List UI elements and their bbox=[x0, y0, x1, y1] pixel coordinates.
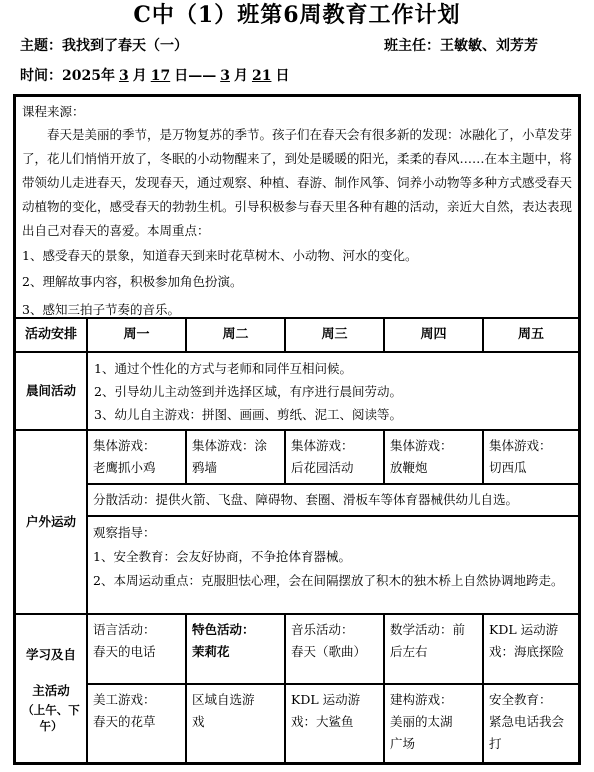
learning-tuesday-pm bbox=[186, 684, 285, 763]
time-end-month-char: 月 bbox=[233, 68, 248, 84]
morning-item-2: 2、引导幼儿主动签到并选择区域，有序进行晨间劳动。 bbox=[94, 384, 402, 399]
time-year: 2025年 bbox=[62, 68, 115, 84]
observation-title: 观察指导： bbox=[93, 525, 156, 540]
morning-activity-content bbox=[87, 352, 579, 430]
group-game-tuesday bbox=[186, 430, 285, 484]
day-tuesday: 周二 bbox=[186, 318, 285, 352]
learning-title-cont: 打 bbox=[489, 736, 502, 751]
time-line bbox=[20, 66, 289, 86]
day-thursday: 周四 bbox=[384, 318, 483, 352]
learning-monday-pm bbox=[87, 684, 186, 763]
group-game-name: 后花园活动 bbox=[291, 460, 354, 475]
group-game-name: 放鞭炮 bbox=[390, 460, 428, 475]
course-goal-1: 1、感受春天的景象，知道春天到来时花草树木、小动物、河水的变化。 bbox=[22, 248, 418, 263]
learning-title: 戏：海底探险 bbox=[489, 644, 565, 659]
time-end-day-char: 日 bbox=[275, 68, 290, 84]
learning-type: 语言活动： bbox=[93, 622, 156, 637]
group-game-monday bbox=[87, 430, 186, 484]
learning-thursday-am bbox=[384, 614, 483, 684]
learning-label-line-2: 主活动 bbox=[32, 682, 70, 698]
theme-label: 主题： bbox=[20, 38, 62, 54]
outdoor-activity-label bbox=[15, 430, 87, 614]
learning-title: 后左右 bbox=[390, 644, 428, 659]
day-wednesday: 周三 bbox=[285, 318, 384, 352]
learning-type: 特色活动： bbox=[192, 622, 255, 637]
learning-title: 戏 bbox=[192, 714, 205, 729]
learning-title: 戏：大鲨鱼 bbox=[291, 714, 354, 729]
group-game-name: 切西瓜 bbox=[489, 460, 527, 475]
group-game-name: 鸦墙 bbox=[192, 460, 218, 475]
time-end-day: 21 bbox=[251, 68, 272, 84]
time-separator: 日—— bbox=[174, 68, 217, 84]
learning-title: 美丽的太湖 bbox=[390, 714, 453, 729]
observation-item-2: 2、本周运动重点：克服胆怯心理，会在间隔摆放了积木的独木桥上自然协调地跨走。 bbox=[93, 573, 564, 588]
group-game-type: 集体游戏： bbox=[93, 438, 156, 453]
course-goal-3: 3、感知三拍子节奏的音乐。 bbox=[22, 302, 180, 317]
learning-title-cont: 广场 bbox=[390, 736, 416, 751]
group-game-thursday bbox=[384, 430, 483, 484]
learning-type: 美工游戏： bbox=[93, 692, 156, 707]
learning-monday-am bbox=[87, 614, 186, 684]
theme-value: 我找到了春天（一） bbox=[62, 38, 188, 54]
observation-item-1: 1、安全教育：会友好协商，不争抢体育器械。 bbox=[93, 549, 351, 564]
morning-label-text: 晨间活动 bbox=[25, 383, 76, 398]
learning-friday-am bbox=[483, 614, 579, 684]
group-game-type: 集体游戏： bbox=[489, 438, 552, 453]
learning-type: 音乐活动： bbox=[291, 622, 354, 637]
learning-type: 安全教育： bbox=[489, 692, 552, 707]
learning-friday-pm bbox=[483, 684, 579, 763]
teacher-label: 班主任： bbox=[384, 38, 440, 54]
learning-activity-label bbox=[15, 614, 87, 763]
time-start-day: 17 bbox=[150, 68, 171, 84]
scattered-activity-text: 分散活动：提供火箭、飞盘、障碍物、套圈、滑板车等体育器械供幼儿自选。 bbox=[93, 492, 519, 507]
course-source-paragraph: 春天是美丽的季节，是万物复苏的季节。孩子们在春天会有很多新的发现：冰融化了，小草发芽了，花儿们悄悄开放了，冬眠的小动物醒来了，到处是暖暖的阳光，柔柔的春风……在本主题中，将带领幼儿走进春天，发现春天，通过观察、种植、春游、制作风筝、饲养小动物等多种方式感受春天动植物的变化，感受春天的勃勃生机。引导积极参与春天里各种有趣的活动，亲近大自然，表达表现出自己对春天的喜爱。本周重点： bbox=[22, 127, 573, 238]
learning-wednesday-pm bbox=[285, 684, 384, 763]
group-game-type: 集体游戏：涂 bbox=[192, 438, 268, 453]
learning-label-line-1: 学习及自 bbox=[25, 646, 76, 662]
learning-label-line-3: （上午、下 bbox=[22, 702, 80, 717]
scattered-activity bbox=[87, 484, 579, 516]
teacher-names: 王敏敏、刘芳芳 bbox=[440, 38, 538, 54]
time-end-month: 3 bbox=[220, 68, 230, 84]
course-source-heading: 课程来源： bbox=[22, 104, 85, 119]
course-goal-2: 2、理解故事内容，积极参加角色扮演。 bbox=[22, 274, 243, 289]
plan-table bbox=[13, 94, 581, 765]
learning-tuesday-am bbox=[186, 614, 285, 684]
learning-title: 春天（歌曲） bbox=[291, 644, 367, 659]
learning-title: 茉莉花 bbox=[192, 644, 230, 659]
group-game-type: 集体游戏： bbox=[291, 438, 354, 453]
day-monday: 周一 bbox=[87, 318, 186, 352]
day-friday: 周五 bbox=[483, 318, 579, 352]
course-source-cell bbox=[15, 96, 579, 318]
learning-thursday-pm bbox=[384, 684, 483, 763]
outdoor-label-text: 户外运动 bbox=[25, 514, 76, 529]
learning-type: 区域自选游 bbox=[192, 692, 255, 707]
observation-guidance bbox=[87, 516, 579, 614]
learning-type: KDL 运动游 bbox=[291, 692, 361, 707]
group-game-name: 老鹰抓小鸡 bbox=[93, 460, 156, 475]
morning-activity-label bbox=[15, 352, 87, 430]
learning-wednesday-am bbox=[285, 614, 384, 684]
schedule-header-label: 活动安排 bbox=[15, 318, 87, 352]
group-game-friday bbox=[483, 430, 579, 484]
group-game-type: 集体游戏： bbox=[390, 438, 453, 453]
page-title: C中（1）班第6周教育工作计划 bbox=[133, 2, 461, 28]
morning-item-1: 1、通过个性化的方式与老师和同伴互相问候。 bbox=[94, 361, 352, 376]
learning-label-line-4: 午） bbox=[39, 718, 63, 733]
teacher-line bbox=[384, 36, 538, 56]
morning-item-3: 3、幼儿自主游戏：拼图、画画、剪纸、泥工、阅读等。 bbox=[94, 407, 402, 422]
learning-type: 建构游戏： bbox=[390, 692, 453, 707]
learning-title: 紧急电话我会 bbox=[489, 714, 565, 729]
learning-title: 春天的花草 bbox=[93, 714, 156, 729]
time-start-month: 3 bbox=[118, 68, 129, 84]
learning-title: 春天的电话 bbox=[93, 644, 156, 659]
group-game-wednesday bbox=[285, 430, 384, 484]
theme-line bbox=[20, 36, 188, 56]
time-start-month-char: 月 bbox=[132, 68, 147, 84]
learning-type: 数学活动：前 bbox=[390, 622, 466, 637]
learning-type: KDL 运动游 bbox=[489, 622, 559, 637]
time-label: 时间： bbox=[20, 68, 62, 84]
